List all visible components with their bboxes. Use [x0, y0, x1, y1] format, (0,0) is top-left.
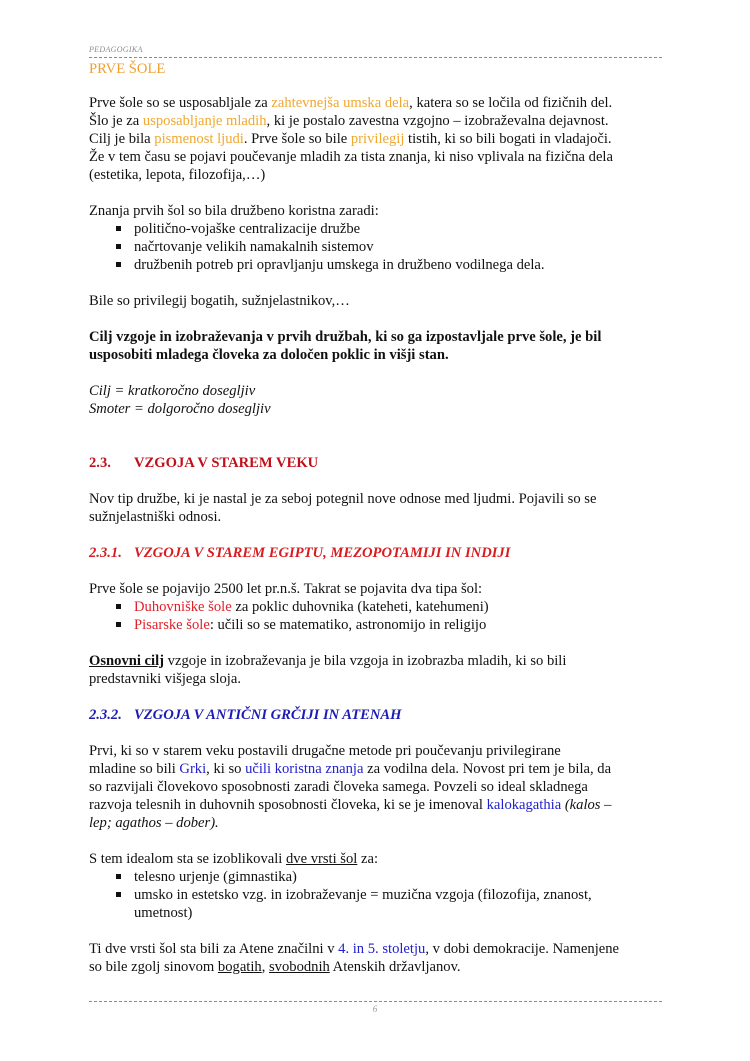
text-line: Nov tip družbe, ki je nastal je za seboj potegnil nove odnose med ljudmi. Pojavili so se	[89, 491, 597, 507]
text: (kalos –	[561, 797, 612, 813]
term: kalokagathia	[486, 797, 562, 813]
text: S tem idealom sta se izoblikovali	[89, 851, 286, 867]
text: Ti dve vrsti šol sta bili za Atene značilni v	[89, 941, 339, 957]
text: : učili so se matematiko, astronomijo in religijo	[209, 617, 487, 633]
underlined-text: bogatih	[217, 959, 262, 975]
text: razvoja telesnih in duhovnih sposobnosti človeka, ki se je imenoval	[89, 797, 487, 813]
text-line: Že v tem času se pojavi poučevanje mladih za tista znanja, ki niso vplivala na fizična dela	[89, 149, 613, 165]
knowledge-list	[89, 220, 664, 274]
term: Duhovniške šole	[134, 599, 232, 615]
intro-paragraph	[89, 94, 664, 184]
text: , v dobi demokracije. Namenjene	[425, 941, 620, 957]
term: Pisarske šole	[134, 617, 210, 633]
text-line: sužnjelastniški odnosi.	[89, 509, 222, 525]
text-line: predstavniki višjega sloja.	[89, 671, 241, 687]
greek-schools-list	[89, 868, 664, 922]
list-item: politično-vojaške centralizacije družbe	[89, 220, 664, 238]
text: vzgoje in izobraževanja je bila vzgoja in izobrazba mladih, ki so bili	[164, 653, 567, 669]
text: za poklic duhovnika (kateheti, katehumeni)	[231, 599, 489, 615]
text-line: lep; agathos – dober).	[89, 815, 219, 831]
school-types-list	[89, 598, 664, 634]
heading-2-3	[89, 454, 664, 472]
text-line: usposobiti mladega človeka za določen poklic in višji stan.	[89, 347, 449, 363]
list-item: telesno urjenje (gimnastika)	[89, 868, 664, 886]
knowledge-lead: Znanja prvih šol so bila družbeno koristna zaradi:	[89, 203, 379, 219]
text: so bile zgolj sinovom	[89, 959, 218, 975]
text-line: Cilj vzgoje in izobraževanja v prvih družbah, ki so ga izpostavljale prve šole, je bil	[89, 329, 602, 345]
highlight-text: privilegij	[350, 131, 405, 147]
text-line: Prve šole se pojavijo 2500 let pr.n.š. Takrat se pojavita dva tipa šol:	[89, 581, 483, 597]
highlight-text: pismenost ljudi	[154, 131, 244, 147]
text: za vodilna dela. Novost pri tem je bila, da	[363, 761, 612, 777]
text: . Prve šole so bile	[243, 131, 351, 147]
text: mladine so bili	[89, 761, 180, 777]
list-item: načrtovanje velikih namakalnih sistemov	[89, 238, 664, 256]
goal-term: Osnovni cilj	[89, 653, 165, 669]
page-content	[89, 60, 664, 976]
text: Prve šole so se usposabljale za	[89, 95, 272, 111]
heading-2-3-2	[89, 706, 664, 724]
list-item	[89, 886, 664, 922]
text: , ki je postalo zavestna vzgojno – izobraževalna dejavnost.	[266, 113, 609, 129]
goal-statement	[89, 328, 664, 364]
text: umetnost)	[134, 905, 193, 921]
text: Atenskih državljanov.	[329, 959, 461, 975]
highlight-text: usposabljanje mladih	[142, 113, 267, 129]
text: Šlo je za	[89, 113, 143, 129]
term: učili koristna znanja	[245, 761, 364, 777]
footer-divider	[89, 1001, 662, 1002]
text: umsko in estetsko vzg. in izobraževanje = muzična vzgoja (filozofija, znanost,	[134, 887, 592, 903]
section-title: PRVE ŠOLE	[89, 61, 166, 77]
text-line: Prvi, ki so v starem veku postavili drugačne metode pri poučevanju privilegirane	[89, 743, 561, 759]
text: ,	[261, 959, 269, 975]
text-line: (estetika, lepota, filozofija,…)	[89, 167, 266, 183]
heading-number: 2.3.2.	[89, 707, 122, 723]
privilege-text: Bile so privilegij bogatih, sužnjelastnikov,…	[89, 293, 350, 309]
list-item	[89, 616, 664, 634]
heading-2-3-1	[89, 544, 664, 562]
heading-number: 2.3.	[89, 455, 111, 471]
running-header: PEDAGOGIKA	[89, 45, 143, 54]
heading-title: VZGOJA V ANTIČNI GRČIJI IN ATENAH	[134, 707, 402, 723]
text: tistih, ki so bili bogati in vladajoči.	[404, 131, 612, 147]
page-number: 6	[372, 1004, 378, 1014]
list-item	[89, 598, 664, 616]
list-item: družbenih potreb pri opravljanju umskega in družbeno vodilnega dela.	[89, 256, 664, 274]
definition-line: Smoter = dolgoročno dosegljiv	[89, 401, 271, 417]
heading-title: VZGOJA V STAREM VEKU	[134, 455, 319, 471]
underlined-text: svobodnih	[269, 959, 330, 975]
text: za:	[357, 851, 379, 867]
term: 4. in 5. stoletju	[338, 941, 426, 957]
definition-line: Cilj = kratkoročno dosegljiv	[89, 383, 256, 399]
header-divider	[89, 57, 662, 58]
heading-title: VZGOJA V STAREM EGIPTU, MEZOPOTAMIJI IN INDIJI	[134, 545, 511, 561]
text: , katera so se ločila od fizičnih del.	[409, 95, 613, 111]
term: Grki	[179, 761, 207, 777]
text: Cilj je bila	[89, 131, 155, 147]
text: , ki so	[206, 761, 246, 777]
text-line: so razvijali človekovo sposobnosti zaradi človeka samega. Povzeli so ideal skladnega	[89, 779, 588, 795]
underlined-text: dve vrsti šol	[285, 851, 358, 867]
heading-number: 2.3.1.	[89, 545, 122, 561]
highlight-text: zahtevnejša umska dela	[271, 95, 410, 111]
definitions	[89, 382, 664, 418]
